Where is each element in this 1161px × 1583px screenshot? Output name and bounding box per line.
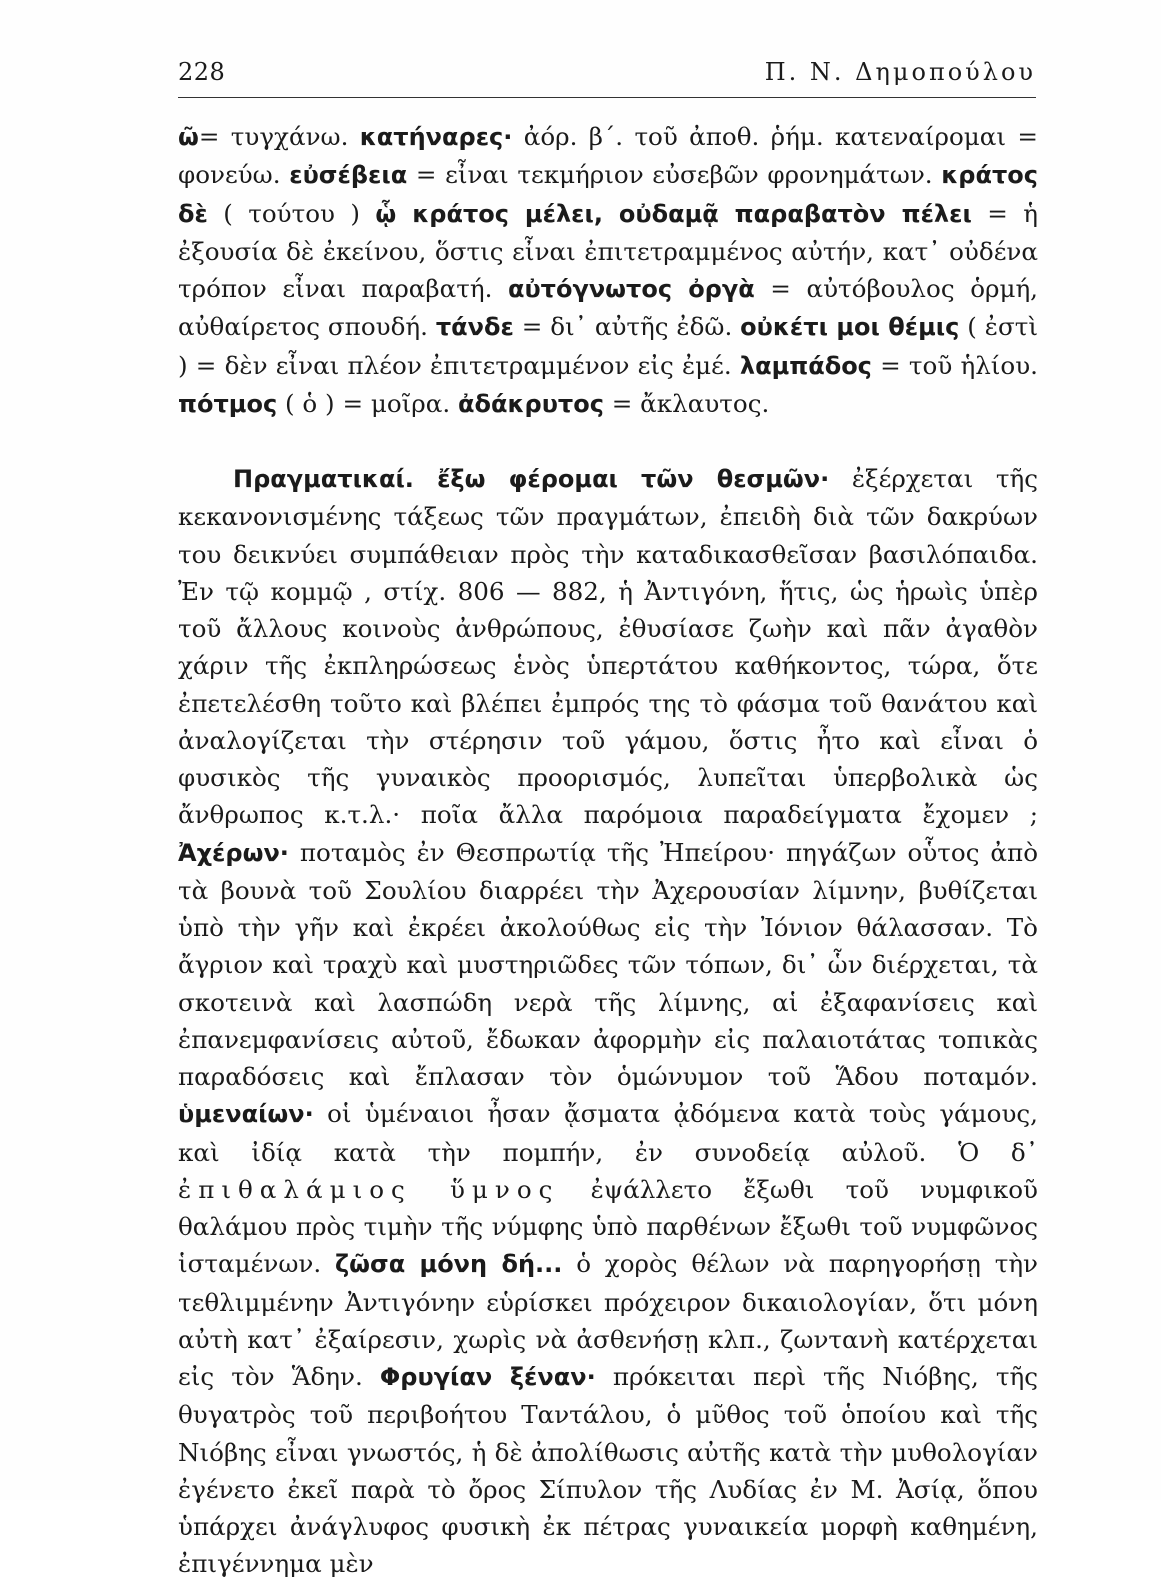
gloss-text: ( τούτου ) (207, 198, 376, 228)
lemma-term: ᾧ κράτος μέλει, οὐδαμᾷ παραβατὸν πέλει (375, 199, 972, 228)
lemma-term: ῶ (178, 123, 199, 151)
gloss-text: ἀόρ. β΄. τοῦ ἀποθ. ῥήμ. κατεναίρομαι = φονεύω. (178, 122, 1038, 190)
lemma-term: κράτος δὲ (178, 161, 1038, 228)
page-header (178, 58, 1036, 92)
lemma-term: αὐτόγνωτος ὀργὰ (507, 275, 755, 303)
gloss-text: = τοῦ ἡλίου. (871, 350, 1038, 380)
lemma-term: Πραγματικαί. ἔξω φέρομαι τῶν θεσμῶν· (233, 465, 830, 493)
gloss-text: ἐψάλλετο ἔξωθι τοῦ νυμφικοῦ θαλάμου πρὸς τιμὴν τῆς νύμφης ὑπὸ παρθένων ἔξωθι τοῦ νυμφῶνος ἱσταμένων. (178, 1174, 1038, 1279)
commentary-body (178, 118, 1038, 1583)
gloss-text: = εἶναι τεκμήριον εὐσεβῶν φρονημάτων. (407, 160, 942, 190)
commentary-paragraph (178, 460, 1038, 1583)
gloss-text: ( ἐστὶ ) = δὲν εἶναι πλέον ἐπιτετραμμένον εἰς ἐμέ. (178, 312, 1038, 380)
lemma-term: λαμπάδος (739, 351, 872, 380)
lemma-term: ὑμεναίων· (178, 1100, 314, 1129)
lemma-term: Ἀχέρων· (178, 838, 289, 867)
gloss-text: = ἄκλαυτος. (603, 388, 770, 418)
lemma-term: κατήναρες· (359, 123, 513, 151)
gloss-text: = ἡ ἐξουσία δὲ ἐκείνου, ὅστις εἶναι ἐπιτετραμμένος αὐτήν, κατ᾽ οὐδένα τρόπον εἶναι παραβατή. (178, 198, 1039, 303)
lemma-term: ζῶσα μόνη δή... (334, 1250, 563, 1279)
gloss-text: = αὐτόβουλος ὁρμή, αὐθαίρετος σπουδή. (178, 274, 1038, 342)
gloss-text: πρόκειται περὶ τῆς Νιόβης, τῆς θυγατρὸς τοῦ περιβοήτου Ταντάλου, ὁ μῦθος τοῦ ὁποίου καὶ τῆς Νιόβης εἶναι γνωστός, ἡ δὲ ἀπολίθωσις αὐτῆς κατὰ τὴν μυθολογίαν ἐγένετο ἐκεῖ παρὰ τὸ ὄρος Σίπυλον τῆς Λυδίας ἐν Μ. Ἀσίᾳ, ὅπου ὑπάρχει ἀνάγλυφος φυσικὴ ἐκ πέτρας γυναικεία μορφὴ καθημένη, ἐπιγέννημα μὲν (178, 1362, 1038, 1579)
gloss-text: ἐξέρχεται τῆς κεκανονισμένης τάξεως τῶν πραγμάτων, ἐπειδὴ διὰ τῶν δακρύων του δεικνύει συμπάθειαν πρὸς τὴν καταδικασθεῖσαν βασιλόπαιδα. Ἐν τῷ κομμῷ , στίχ. 806 — 882, ἡ Ἀντιγόνη, ἥτις, ὡς ἡρωὶς ὑπὲρ τοῦ ἄλλους κοινοὺς ἀνθρώπους, ἐθυσίασε ζωὴν καὶ πᾶν ἀγαθὸν χάριν τῆς ἐκπληρώσεως ἑνὸς ὑπερτάτου καθήκοντος, τώρα, ὅτε ἐπετελέσθη τοῦτο καὶ βλέπει ἐμπρός της τὸ φάσμα τοῦ θανάτου καὶ ἀναλογίζεται τὴν στέρησιν τοῦ γάμου, ὅστις ἦτο καὶ εἶναι ὁ φυσικὸς τῆς γυναικὸς προορισμός, λυπεῖται ὑπερβολικὰ ὡς ἄνθρωπος κ.τ.λ.· ποῖα ἄλλα παρόμοια παραδείγματα ἔχομεν ; (178, 464, 1038, 830)
gloss-text: = τυγχάνω. (198, 122, 360, 151)
gloss-text: ( ὁ ) = μοῖρα. (277, 388, 458, 418)
lemma-term: ἀδάκρυτος (458, 389, 604, 418)
gloss-text: οἱ ὑμέναιοι ἦσαν ᾄσματα ᾀδόμενα κατὰ τοὺς γάμους, καὶ ἰδίᾳ κατὰ τὴν πομπήν, ἐν συνοδείᾳ αὐλοῦ. Ὁ δ᾽ (178, 1099, 1038, 1167)
lemma-term: εὐσέβεια (289, 161, 408, 190)
lemma-term: οὐκέτι μοι θέμις (740, 313, 960, 342)
gloss-text: ποταμὸς ἐν Θεσπρωτίᾳ τῆς Ἠπείρου· πηγάζων οὗτος ἀπὸ τὰ βουνὰ τοῦ Σουλίου διαρρέει τὴν Ἀχερουσίαν λίμνην, βυθίζεται ὑπὸ τὴν γῆν καὶ ἐκρέει ἀκολούθως εἰς τὴν Ἰόνιον θάλασσαν. Τὸ ἄγριον καὶ τραχὺ καὶ μυστηριῶδες τῶν τόπων, δι᾽ ὧν διέρχεται, τὰ σκοτεινὰ καὶ λασπώδη νερὰ τῆς λίμνης, αἱ ἐξαφανίσεις καὶ ἐπανεμφανίσεις αὐτοῦ, ἔδωκαν ἀφορμὴν εἰς παλαιοτάτας τοπικὰς παραδόσεις καὶ ἔπλασαν τὸν ὁμώνυμον τοῦ Ἅδου ποταμόν. (178, 837, 1038, 1091)
header-rule (178, 97, 1036, 98)
spaced-term: ἐπιθαλάμιος ὕμνος (178, 1174, 560, 1204)
lemma-term: τάνδε (435, 313, 514, 342)
glossary-paragraph (178, 118, 1038, 423)
gloss-text: ὁ χορὸς θέλων νὰ παρηγορήσῃ τὴν τεθλιμμένην Ἀντιγόνην εὑρίσκει πρόχειρον δικαιολογίαν, ὅτι μόνη αὐτὴ κατ᾽ ἐξαίρεσιν, χωρὶς νὰ ἀσθενήσῃ κλπ., ζωντανὴ κατέρχεται εἰς τὸν Ἅδην. (178, 1249, 1039, 1391)
running-head: Π. Ν. Δημοπούλου (764, 58, 1036, 86)
page-number: 228 (178, 58, 226, 86)
gloss-text: = δι᾽ αὐτῆς ἐδῶ. (513, 312, 741, 342)
lemma-term: Φρυγίαν ξέναν· (379, 1363, 596, 1391)
lemma-term: πότμος (178, 389, 278, 418)
